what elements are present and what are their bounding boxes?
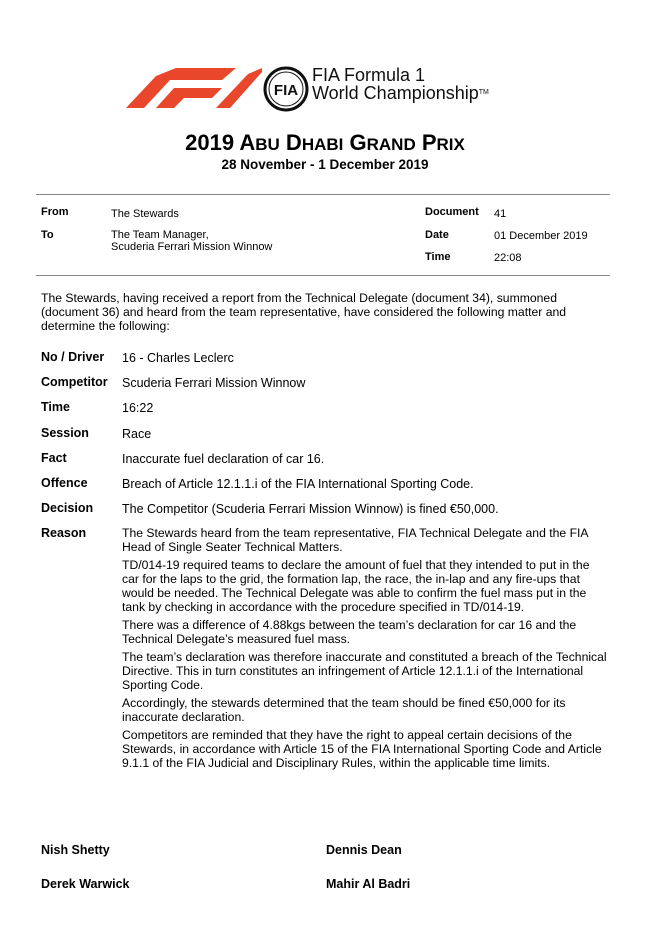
competitor-label: Competitor [41,375,108,389]
title-part: RAND [366,135,416,154]
document-number: 41 [494,208,507,220]
reason-label: Reason [41,526,87,540]
reason-text [122,526,608,774]
driver-value: 16 - Charles Leclerc [122,351,234,365]
offence-label: Offence [41,476,88,490]
from-label: From [41,206,69,218]
f1-logo [126,62,536,112]
reason-paragraph: The Stewards heard from the team representative, FIA Technical Delegate and the FIA Head of Single Seater Technical Matters. [122,526,588,554]
championship-name [312,66,489,102]
event-dates: 28 November - 1 December 2019 [221,157,429,172]
to-value-line-2: Scuderia Ferrari Mission Winnow [111,241,273,253]
session-value: Race [122,427,152,441]
decision-value: The Competitor (Scuderia Ferrari Mission Winnow) is fined €50,000. [122,502,499,516]
competitor-value: Scuderia Ferrari Mission Winnow [122,376,306,390]
time-value: 22:08 [494,252,522,264]
to-value-line-1: The Team Manager, [111,229,209,241]
decision-label: Decision [41,501,94,515]
divider-top [36,194,610,195]
reason-paragraph: Competitors are reminded that they have the right to appeal certain decisions of the Stewards, in accordance with Article 15 of the FIA International Sporting Code and Article 9.1.1 of the FIA Judicial and Disciplinary Rules, within the applicable time limits. [122,728,602,770]
title-part: P [415,130,437,155]
title-part: HABI [301,135,344,154]
document-label: Document [425,206,479,218]
fia-mark-text: FIA [273,82,299,99]
time-row-value: 16:22 [122,401,154,415]
time-label: Time [425,251,451,263]
title-part: RIX [436,135,465,154]
time-row-label: Time [41,400,70,414]
f1-mark-icon [126,68,262,108]
title-part: D [279,130,302,155]
intro-paragraph: The Stewards, having received a report from the Technical Delegate (document 34), summoned (document 36) and heard from the team representative, have considered the following matter and determine the following: [41,291,567,333]
title-part: 2019 A [185,130,256,155]
title-part: BU [255,135,280,154]
steward-signature: Mahir Al Badri [326,877,411,891]
steward-signature: Dennis Dean [326,843,402,857]
logo-line-2-text: World Championship [312,83,479,103]
trademark: TM [478,89,489,96]
reason-paragraph: The team’s declaration was therefore inaccurate and constituted a breach of the Technical Directive. This in turn constitutes an infringement of Article 12.1.1.i of the International Sporting Code. [122,650,607,692]
steward-signature: Derek Warwick [41,877,130,891]
to-value [111,229,272,253]
logo-line-1: FIA Formula 1 [312,65,426,85]
title-part: G [343,130,367,155]
date-value: 01 December 2019 [494,230,588,242]
reason-paragraph: TD/014-19 required teams to declare the amount of fuel that they intended to put in the car for the laps to the grid, the formation lap, the race, the in-lap and any fire-ups that would be needed. The Technical Delegate was able to confirm the fuel mass put in the tank by checking in accordance with the procedure specified in TD/014-19. [122,558,590,614]
offence-value: Breach of Article 12.1.1.i of the FIA International Sporting Code. [122,477,474,491]
fia-emblem-icon [263,66,309,112]
reason-paragraph: Accordingly, the stewards determined that the team should be fined €50,000 for its inaccurate declaration. [122,696,566,724]
event-title [0,130,650,156]
divider-bottom [36,275,610,276]
reason-paragraph: There was a difference of 4.88kgs between the team’s declaration for car 16 and the Technical Delegate’s measured fuel mass. [122,618,577,646]
from-value: The Stewards [111,208,179,220]
session-label: Session [41,426,89,440]
steward-signature: Nish Shetty [41,843,110,857]
fact-label: Fact [41,451,67,465]
date-label: Date [425,229,449,241]
driver-label: No / Driver [41,350,105,364]
fact-value: Inaccurate fuel declaration of car 16. [122,452,325,466]
to-label: To [41,229,54,241]
logo-line-2 [312,84,489,102]
